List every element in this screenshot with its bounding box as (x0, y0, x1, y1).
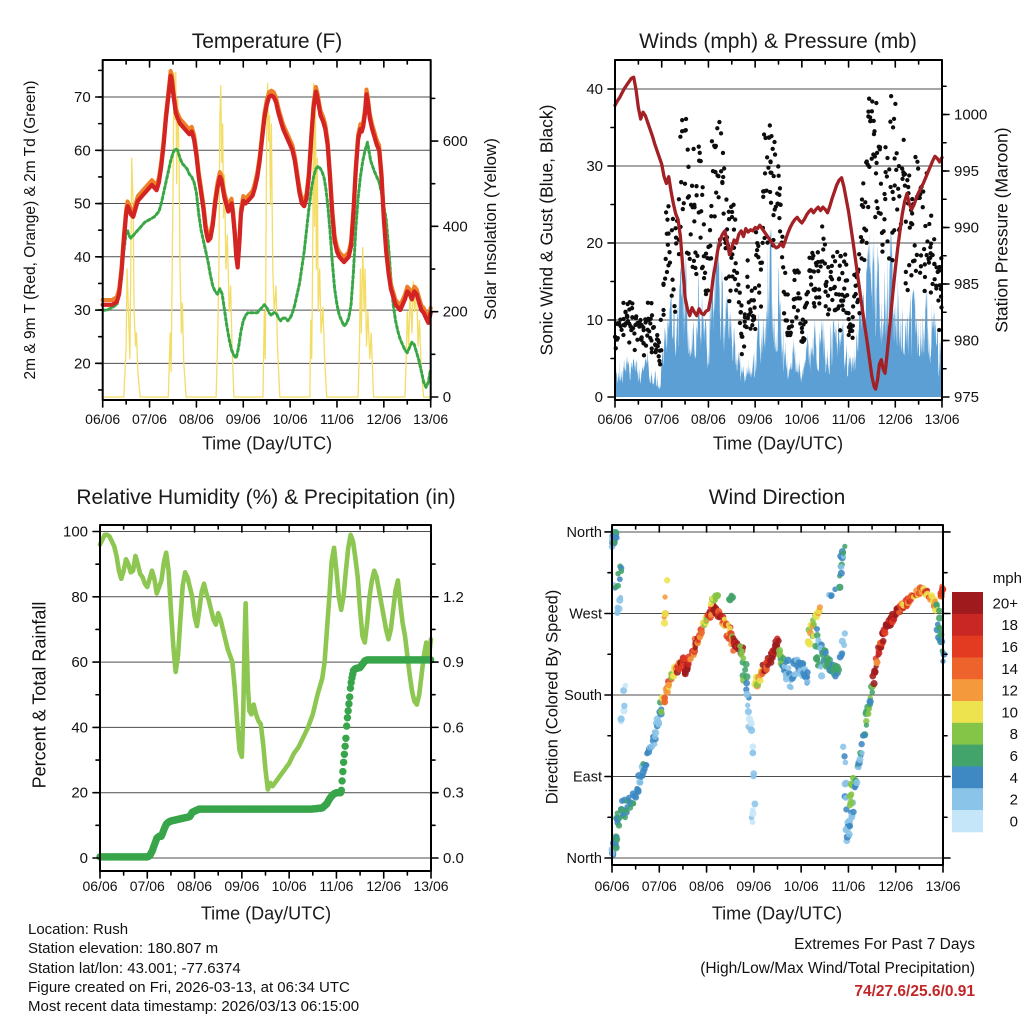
figure-created-line: Figure created on Fri, 2026-03-13, at 06:34 UTC (28, 978, 350, 996)
station-latlon: Station lat/lon: 43.001; -77.6374 (28, 959, 241, 977)
extremes-values: 74/27.6/25.6/0.91 (854, 983, 975, 1000)
winds-pressure-title: Winds (mph) & Pressure (mb) (639, 30, 917, 53)
temperature-xlabel: Time (Day/UTC) (201, 433, 333, 454)
recent-timestamp-line: Most recent data timestamp: 2026/03/13 06:15:00 (28, 998, 360, 1016)
wind-direction-xlabel: Time (Day/UTC) (711, 903, 843, 924)
winds-pressure-xlabel: Time (Day/UTC) (712, 433, 844, 454)
station-location: Location: Rush (28, 921, 129, 938)
extremes-title: Extremes For Past 7 Days (794, 936, 975, 953)
wind-direction-ylabel: Direction (Colored By Speed) (543, 589, 562, 805)
wind-direction-title: Wind Direction (708, 486, 846, 509)
temperature-title: Temperature (F) (191, 30, 343, 53)
extremes-block (700, 933, 975, 1004)
humidity-xlabel: Time (Day/UTC) (200, 903, 332, 924)
station-pressure-ylabel: Station Pressure (Maroon) (991, 127, 1012, 333)
station-elevation: Station elevation: 180.807 m (28, 940, 219, 958)
sonic-wind-ylabel: Sonic Wind & Gust (Blue, Black) (536, 104, 557, 356)
solar-insolation-ylabel: Solar Insolation (Yellow) (481, 138, 500, 320)
station-info-block (28, 920, 359, 1016)
extremes-subtitle: (High/Low/Max Wind/Total Precipitation) (700, 959, 975, 977)
humidity-title: Relative Humidity (%) & Precipitation (in) (76, 486, 456, 509)
colorbar-mph-label: mph (992, 570, 1022, 587)
temperature-ylabel-left: 2m & 9m T (Red, Orange) & 2m Td (Green) (22, 80, 39, 380)
percent-rainfall-ylabel: Percent & Total Rainfall (29, 601, 50, 789)
